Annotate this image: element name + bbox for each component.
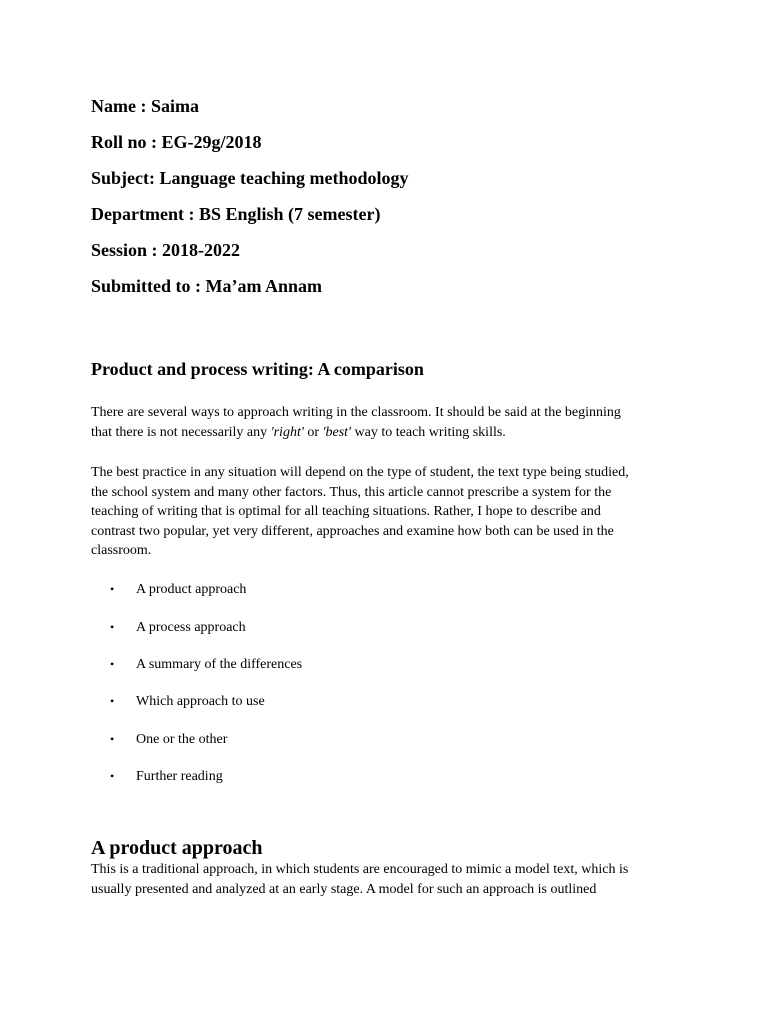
department: Department : BS English (7 semester) [91,204,381,224]
practice-line: The best practice in any situation will depend on the type of student, the text type being studied, [91,465,629,480]
list-item [110,618,246,637]
intro-line-2 [91,423,691,443]
practice-line: teaching of writing that is optimal for all teaching situations. Rather, I hope to describe and [91,504,601,519]
list-item-label: Further reading [136,769,223,784]
right-emphasis: 'right' [270,424,304,440]
section-heading: A product approach [91,837,263,859]
bullet-icon: • [110,732,115,746]
list-item-label: A process approach [136,620,246,635]
bullet-icon: • [110,657,115,671]
session: Session : 2018-2022 [91,240,241,260]
list-item-label: One or the other [136,732,228,747]
bullet-icon: • [110,620,115,634]
bullet-icon: • [110,769,115,783]
submitted-to: Submitted to : Ma’am Annam [91,276,323,296]
list-item [110,580,246,599]
best-emphasis: 'best' [322,424,352,440]
intro-paragraph [91,403,691,442]
list-item [110,730,227,749]
subject: Subject: Language teaching methodology [91,168,409,188]
section-paragraph [91,860,691,899]
intro-text-or: or [303,424,323,440]
bullet-icon: • [110,582,115,596]
section-line: This is a traditional approach, in which students are encouraged to mimic a model text, which is [91,862,629,877]
list-item [110,655,302,674]
list-item-label: A product approach [136,582,247,597]
bullet-icon: • [110,694,115,708]
list-item [110,692,265,711]
roll-number: Roll no : EG-29g/2018 [91,132,262,152]
intro-line-1: There are several ways to approach writing in the classroom. It should be said at the beginning [91,405,621,420]
list-item-label: Which approach to use [136,694,265,709]
intro-text-a: that there is not necessarily any [91,424,271,440]
practice-paragraph [91,463,691,561]
student-name: Name : Saima [91,96,199,116]
section-line: usually presented and analyzed at an early stage. A model for such an approach is outlined [91,881,597,897]
practice-line: contrast two popular, yet very different, approaches and examine how both can be used in the [91,523,614,539]
intro-text-b: way to teach writing skills. [351,424,506,440]
practice-line: classroom. [91,543,152,558]
list-item-label: A summary of the differences [136,657,303,672]
list-item [110,767,223,786]
practice-line: the school system and many other factors. Thus, this article cannot prescribe a system for the [91,484,612,500]
document-title: Product and process writing: A comparison [91,359,424,379]
